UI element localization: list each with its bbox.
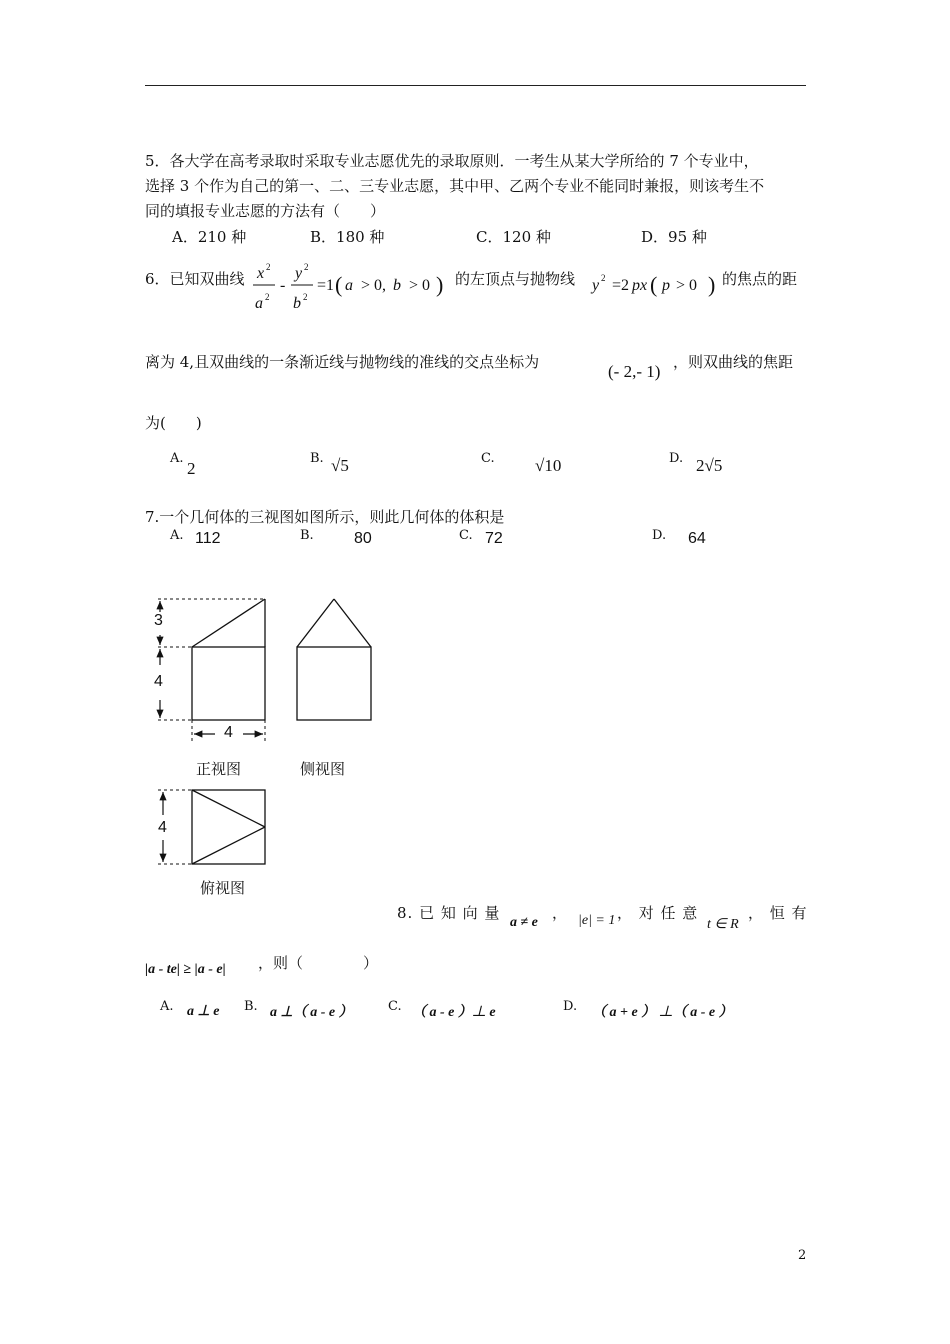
q8-option-a-value: a ⊥ e [187, 1004, 220, 1019]
q8-cond-2: |e| = 1 [578, 913, 616, 928]
q5-option-b: B．180 种 [310, 228, 385, 246]
side-view-caption: 侧视图 [300, 760, 346, 778]
svg-text:> 0: > 0 [409, 277, 431, 294]
svg-text:(: ( [650, 272, 658, 297]
svg-text:): ) [436, 272, 444, 297]
top-view-caption: 俯视图 [200, 879, 246, 897]
svg-text:2: 2 [265, 292, 270, 302]
q6-option-c-value: √10 [535, 456, 562, 475]
q8-inequality: |a - te| ≥ |a - e| [145, 962, 226, 977]
q8-option-d-letter: D. [563, 999, 578, 1014]
q7-option-d-value: 64 [688, 530, 706, 547]
q8-option-b-letter: B. [244, 999, 258, 1014]
q8-option-a-letter: A. [160, 999, 174, 1014]
q6-suffix: 的焦点的距 [722, 270, 798, 288]
svg-text:=1: =1 [317, 277, 335, 294]
page-number: 2 [798, 1248, 807, 1263]
svg-text:a: a [345, 277, 353, 294]
parabola-equation-svg [590, 270, 722, 300]
q6-option-b-value: √5 [331, 456, 349, 475]
q8-option-c-letter: C. [388, 999, 402, 1014]
svg-text:2: 2 [601, 273, 606, 283]
three-view-figure [140, 590, 380, 870]
q6-prefix: 6．已知双曲线 [145, 270, 245, 288]
q6-mid: 的左顶点与抛物线 [455, 270, 576, 288]
svg-text:x: x [257, 265, 265, 282]
q6-option-c-letter: C. [481, 451, 495, 466]
dim-label-4-top-view: 4 [158, 819, 167, 836]
dim-label-4-bottom: 4 [224, 724, 233, 741]
q8-sep-2: ， 对 任 意 [617, 904, 699, 922]
q5-option-a: A．210 种 [172, 228, 247, 246]
svg-text:-: - [280, 277, 286, 294]
hyperbola-equation-svg [253, 258, 453, 318]
svg-text:p: p [662, 277, 670, 294]
svg-text:a: a [255, 295, 263, 312]
q8-option-c-value: （ a - e ）⊥ e [412, 1005, 496, 1020]
q7-option-b-letter: B. [300, 528, 314, 543]
front-view-caption: 正视图 [196, 760, 242, 778]
q7-option-a-letter: A. [170, 528, 184, 543]
q8-lead: 8. 已 知 向 量 [397, 904, 501, 922]
dim-label-3: 3 [154, 612, 163, 629]
q5-line-2: 选择 3 个作为自己的第一、二、三专业志愿，其中甲、乙两个专业不能同时兼报，则该考生不 [145, 177, 765, 195]
q6-option-d-letter: D. [669, 451, 684, 466]
svg-text:> 0: > 0 [676, 277, 698, 294]
q6-line2-suffix: ，则双曲线的焦距 [673, 353, 794, 371]
svg-text:2: 2 [266, 262, 271, 272]
q6-option-d-value: 2√5 [696, 456, 723, 475]
svg-text:px: px [632, 277, 648, 294]
q6-option-b-letter: B. [310, 451, 324, 466]
parabola-equation [590, 270, 722, 304]
header-rule [145, 85, 806, 86]
svg-text:2: 2 [304, 262, 309, 272]
q8-option-d-value: （ a + e ） ⊥（ a - e ） [592, 1005, 733, 1020]
front-view [192, 599, 265, 720]
svg-text:=2: =2 [612, 277, 630, 294]
q8-sep-3: ， 恒 有 [748, 904, 808, 922]
q6-line2-prefix: 离为 4,且双曲线的一条渐近线与抛物线的准线的交点坐标为 [145, 353, 540, 371]
hyperbola-equation [253, 258, 453, 322]
q7-option-c-value: 72 [485, 530, 503, 547]
q6-line3: 为( ) [145, 414, 202, 432]
q5-line-1: 5．各大学在高考录取时采取专业志愿优先的录取原则．一考生从某大学所给的 7 个专业中， [145, 152, 759, 170]
svg-text:y: y [592, 277, 600, 294]
q5-option-d: D．95 种 [641, 228, 707, 246]
q7-option-a-value: 112 [195, 530, 221, 547]
q8-sep-1: ， [552, 904, 568, 922]
svg-text:2: 2 [303, 292, 308, 302]
svg-text:b: b [393, 277, 401, 294]
q8-cond-1: a ≠ e [510, 915, 538, 930]
q5-line-3: 同的填报专业志愿的方法有（ ） [145, 202, 386, 220]
q6-option-a-letter: A. [170, 451, 184, 466]
svg-text:): ) [708, 272, 716, 297]
q6-option-a-value: 2 [187, 459, 196, 478]
svg-text:b: b [293, 295, 301, 312]
top-view [192, 790, 265, 864]
q7-option-b-value: 80 [354, 530, 372, 547]
svg-text:(: ( [335, 272, 343, 297]
q6-line2-point: (- 2,- 1) [608, 362, 661, 381]
q8-option-b-value: a ⊥（ a - e ） [270, 1005, 353, 1020]
dim-label-4-front: 4 [154, 673, 163, 690]
side-view [297, 599, 371, 720]
q7-option-d-letter: D. [652, 528, 667, 543]
svg-text:y: y [295, 265, 303, 282]
q7-text: 7.一个几何体的三视图如图所示，则此几何体的体积是 [145, 508, 505, 526]
q8-cond-3: t ∈ R [707, 917, 739, 932]
svg-text:> 0,: > 0, [361, 277, 387, 294]
q7-option-c-letter: C. [459, 528, 473, 543]
q8-then: ，则（ ） [258, 954, 379, 972]
q5-option-c: C．120 种 [476, 228, 551, 246]
